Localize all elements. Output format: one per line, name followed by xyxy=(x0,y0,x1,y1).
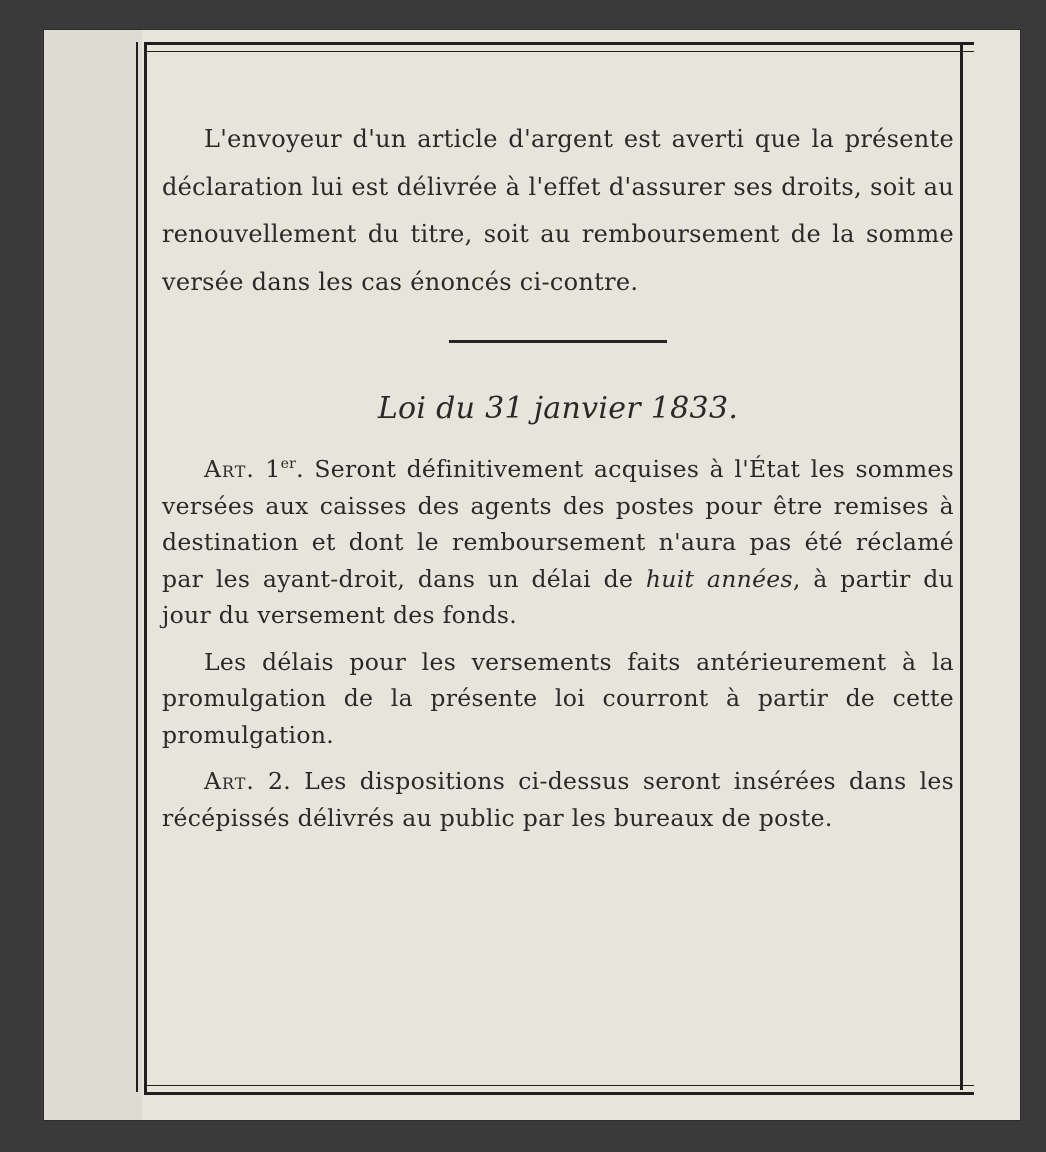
paper-sheet xyxy=(44,30,1020,1120)
intro-line: présente déclaration lui est délivrée à l'effet d'assurer xyxy=(162,125,954,201)
frame-bottom-rule xyxy=(144,1085,974,1095)
intro-line: remboursement de la somme versée dans les cas xyxy=(162,220,954,296)
article-1-label: Art. xyxy=(204,455,255,483)
article-1-text-b: , à partir du jour du versement des fonds. xyxy=(162,564,954,629)
document-body xyxy=(162,116,954,836)
intro-line: énoncés ci-contre. xyxy=(410,267,639,296)
article-2 xyxy=(162,763,954,836)
frame-left-rule xyxy=(136,42,147,1092)
article-1 xyxy=(162,451,954,634)
frame-right-rule xyxy=(960,44,963,1090)
frame-top-rule xyxy=(144,42,974,52)
intro-line: ses droits, soit au renouvellement du titre, soit au xyxy=(162,172,954,248)
article-1-number: 1 xyxy=(265,455,281,483)
section-divider xyxy=(449,340,667,343)
intro-line: L'envoyeur d'un article d'argent est averti que la xyxy=(204,125,835,153)
article-2-label: Art. xyxy=(204,767,255,795)
article-1-text-a: . Seront définitivement acquises à l'État les sommes versées aux caisses des agents des postes pour être remises à destination et dont le remboursement n'aura pas été réclamé par les ayant-droit, dans un délai de xyxy=(162,455,954,593)
law-title: Loi du 31 janvier 1833. xyxy=(377,391,739,426)
article-1-emphasis: huit années xyxy=(645,564,793,593)
paragraph-2: Les délais pour les versements faits antérieurement à la promulgation de la présente loi courront à partir de cette promulgation. xyxy=(162,647,954,749)
articles xyxy=(162,451,954,836)
intro-paragraph xyxy=(162,116,954,306)
article-2-text: 2. Les dispositions ci-dessus seront insérées dans les récépissés délivrés au public par les bureaux de poste. xyxy=(162,767,954,832)
article-1-suffix: er xyxy=(280,456,297,473)
